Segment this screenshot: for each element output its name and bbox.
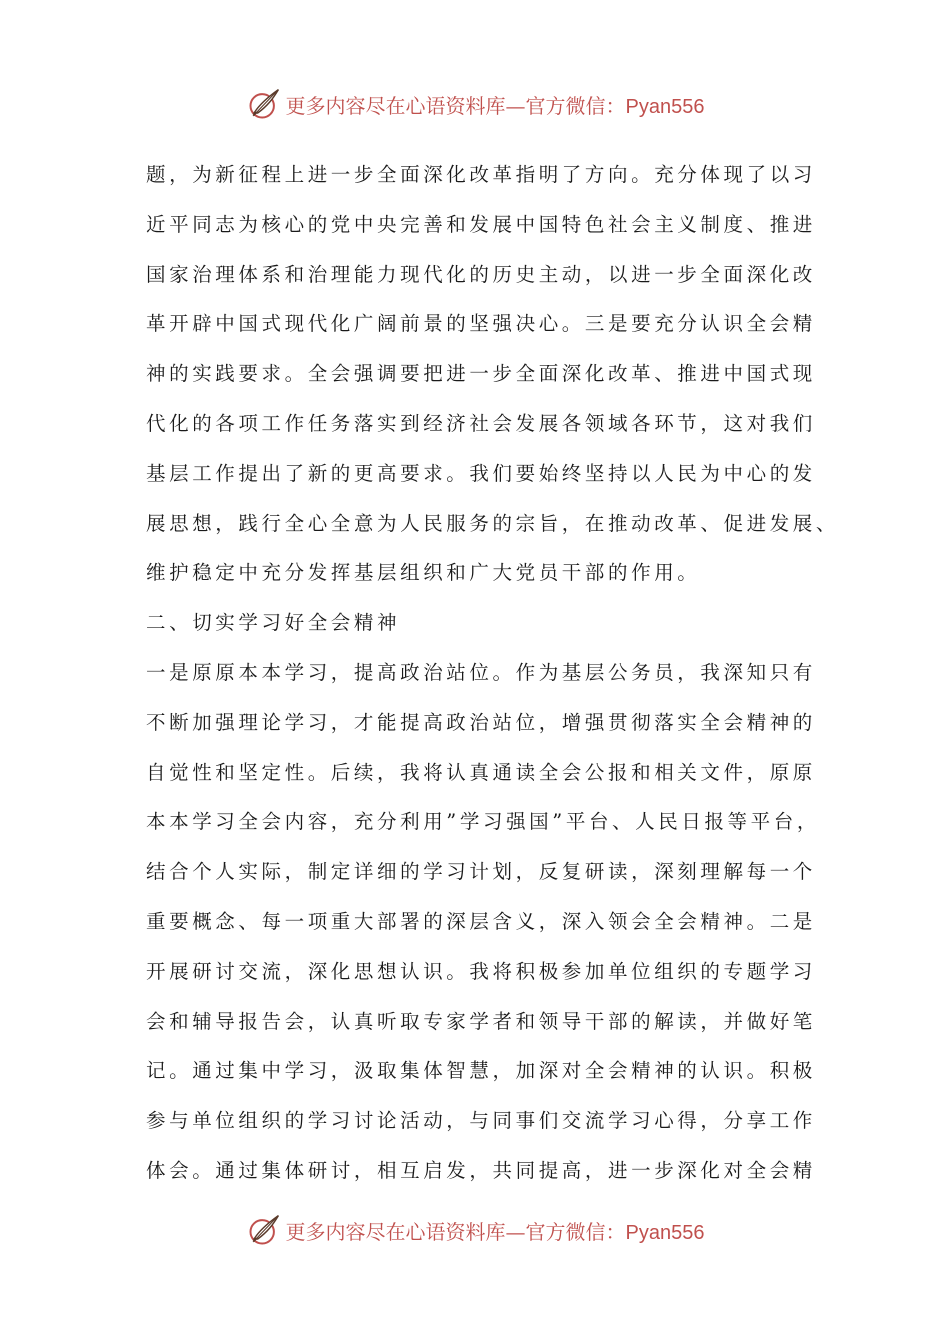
- header-banner: [0, 84, 950, 124]
- paragraph-line: 开展研讨交流，深化思想认识。我将积极参加单位组织的专题学习: [146, 959, 816, 983]
- paragraph-line: 神的实践要求。全会强调要把进一步全面深化改革、推进中国式现: [146, 362, 816, 386]
- paragraph-line: 会和辅导报告会，认真听取专家学者和领导干部的解读，并做好笔: [146, 1009, 816, 1033]
- document-body: [146, 150, 846, 1196]
- paragraph-line: 基层工作提出了新的更高要求。我们要始终坚持以人民为中心的发: [146, 461, 816, 485]
- paragraph-line: 展思想，践行全心全意为人民服务的宗旨，在推动改革、促进发展、: [146, 511, 840, 535]
- paragraph-line: 记。通过集中学习，汲取集体智慧，加深对全会精神的认识。积极: [146, 1059, 816, 1083]
- section-heading: 二、切实学习好全会精神: [146, 611, 401, 635]
- paragraph-line: 国家治理体系和治理能力现代化的历史主动，以进一步全面深化改: [146, 262, 816, 286]
- paragraph-line: 参与单位组织的学习讨论活动，与同事们交流学习心得，分享工作: [146, 1109, 816, 1133]
- paragraph-line: 题，为新征程上进一步全面深化改革指明了方向。充分体现了以习: [146, 163, 816, 186]
- paragraph-line: 自觉性和坚定性。后续，我将认真通读全会公报和相关文件，原原: [146, 760, 816, 784]
- quill-pen-logo-icon: [246, 86, 282, 122]
- paragraph-line: 革开辟中国式现代化广阔前景的坚强决心。三是要充分认识全会精: [146, 312, 816, 336]
- footer-banner: [0, 1210, 950, 1250]
- banner-text: 更多内容尽在心语资料库—官方微信：Pyan556: [285, 93, 705, 118]
- paragraph-line: 体会。通过集体研讨，相互启发，共同提高，进一步深化对全会精: [146, 1158, 816, 1182]
- banner-text: 更多内容尽在心语资料库—官方微信：Pyan556: [285, 1219, 705, 1244]
- paragraph-line: 结合个人实际，制定详细的学习计划，反复研读，深刻理解每一个: [146, 860, 816, 884]
- paragraph-line: 代化的各项工作任务落实到经济社会发展各领域各环节，这对我们: [146, 411, 816, 435]
- paragraph-line: 不断加强理论学习，才能提高政治站位，增强贯彻落实全会精神的: [146, 710, 816, 734]
- paragraph-line: 维护稳定中充分发挥基层组织和广大党员干部的作用。: [146, 561, 701, 585]
- quill-pen-logo-icon: [246, 1212, 282, 1248]
- paragraph-line: 近平同志为核心的党中央完善和发展中国特色社会主义制度、推进: [146, 212, 816, 236]
- paragraph-line: 本本学习全会内容，充分利用”学习强国”平台、人民日报等平台，: [146, 810, 820, 834]
- paragraph-line: 重要概念、每一项重大部署的深层含义，深入领会全会精神。二是: [146, 909, 816, 933]
- paragraph-line: 一是原原本本学习，提高政治站位。作为基层公务员，我深知只有: [146, 660, 816, 684]
